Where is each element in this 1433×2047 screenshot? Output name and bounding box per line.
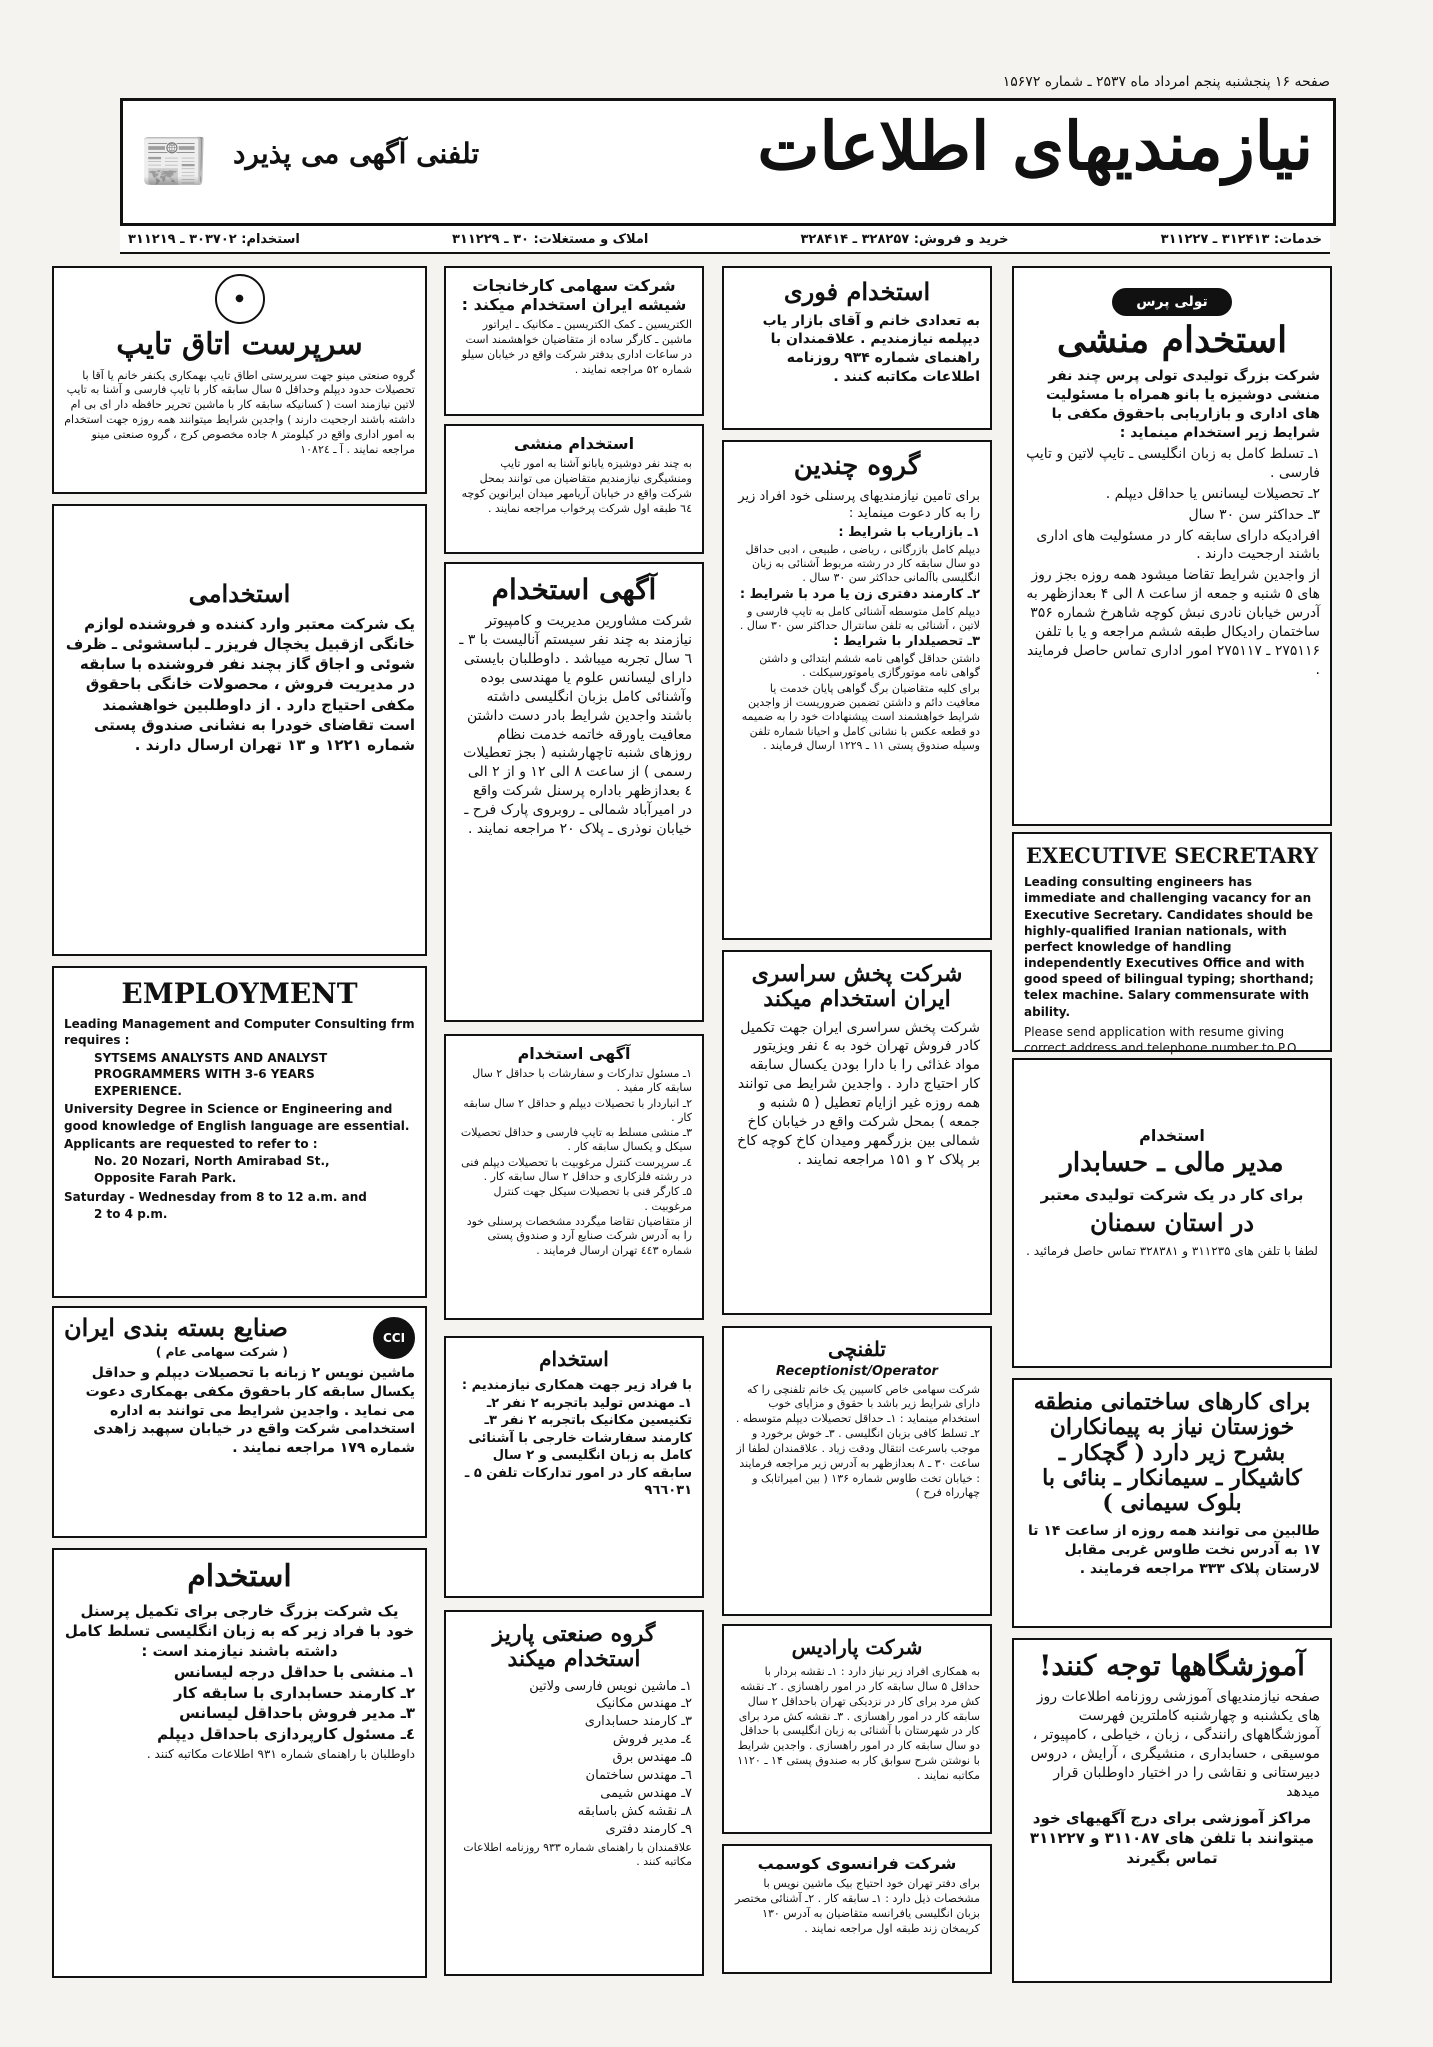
- ad-executive-secretary: EXECUTIVE SECRETARY Leading consulting engineers has immediate and challenging vacancy for an Executive Secretary. Candidates should be highly-qualified Iranian nationals, with perfect knowledge of handling independently Executives Office and with good speed of bilingual typing; shorthand; telex machine. Salary commensurate with ability. Please send application with resume giving correct address and telephone number to P.O.: [1012, 832, 1332, 1052]
- ad-agahi2: آگهی استخدام ۱ـ مسئول تدارکات و سفارشات با حداقل ۲ سال سابقه کار مفید . ۲ـ انباردار با تحصیلات دیپلم و حداقل ۲ سال سابقه کار . ۳ـ منشی مسلط به تایپ فارسی و حداقل تحصیلات سیکل و یکسال سابقه کار . ٤ـ سرپرست کنترل مرغوبیت با تحصیلات دیپلم فنی در رشته فلزکاری و حداقل ۲ سال سابقه کار . ۵ـ کارگر فنی با تحصیلات سیکل جهت کنترل مرغوبیت . از متقاضیان تقاضا میگردد مشخصات پرسنلی خود را به آدرس شرکت صنایع آرد و صندوق پستی شماره ٤٤٣ تهران ارسال فرمایند .: [444, 1034, 704, 1320]
- phone-services: خدمات: ۳۱۲۴۱۳ ـ ۳۱۱۲۲۷: [1160, 231, 1322, 247]
- ad-khuzestan: برای کارهای ساختمانی منطقه خوزستان نیاز به پیمانکاران بشرح زیر دارد ( گچکار ـ کاشیکار ـ سیمانکار ـ بنائی با بلوک سیمانی ) طالبین می توانند همه روزه از ساعت ۱۴ تا ۱۷ به آدرس نخت طاوس غربی مقابل لارستان پلاک ۳۳۳ مراجعه فرمایند .: [1012, 1378, 1332, 1628]
- ad-chandin: گروه چندین برای تامین نیازمندیهای پرسنلی خود افراد زیر را به کار دعوت مینماید : ۱ـ بازاریاب با شرایط : دیپلم کامل بازرگانی ، ریاضی ، طبیعی ، ادبی حداقل دو سال سابقه کار در رشته مربوط آشنائی به زبان انگلیسی باآلمانی حداکثر سن ۳۰ سال . ۲ـ کارمند دفتری زن یا مرد با شرایط : دیپلم کامل متوسطه آشنائی کامل به تایپ فارسی و لاتین ، آشنائی به تلفن سانترال حداکثر سن ۳۰ سال . ۳ـ تحصیلدار با شرایط : داشتن حداقل گواهی نامه ششم ابتدائی و داشتن گواهی نامه موتورگازی یاموتورسیکلت . برای کلیه متقاضیان برگ گواهی پایان خدمت یا معافیت دائم و داشتن تضمین ضروریست از واجدین شرایط خواهشمند است پیشنهادات خود را به ضمیمه دو قطعه عکس با نشانی کامل و احیانا شماره تلفن وسیله صندوق پستی ۱۱ ـ ۱۲۲۹ ارسال فرمایند .: [722, 440, 992, 940]
- ad-sarparast: ● سرپرست اتاق تایپ گروه صنعتی مینو جهت سرپرستی اطاق تایپ بهمکاری یکنفر خانم یا آقا با تحصیلات حدود دیپلم وحداقل ۵ سال سابقه کار با تایپ فارسی و آشنا به تایپ لاتین نیازمند است ( کسانیکه سابقه کار با ماشین تحریر حافظه دار ای بی ام داشته باشند ارجحیت دارند ) واجدین شرایط میتوانند همه روزه جهت استخدام به امور اداری واقع در کیلومتر ۸ جاده مخصوص کرج ، گروه صنعتی مینو مراجعه نمایند . آ ـ ۱۰۸۲٤: [52, 266, 427, 494]
- phone-buy-sell: خرید و فروش: ۳۲۸۲۵۷ ـ ۳۲۸۴۱۴: [800, 231, 1009, 247]
- newspaper-reader-icon: 📰: [139, 129, 209, 194]
- ad-moshaverin: آگهی استخدام شرکت مشاورین مدیریت و کامپیوتر نیازمند به چند نفر سیستم آنالیست با ۳ ـ ٦ سال تجربه میباشد . داوطلبان بایستی دارای لیسانس علوم یا مهندسی بوده وآشنائی کامل بزبان انگلیسی داشته باشند واجدین شرایط بادر دست داشتن معافیت یاورقه خاتمه خدمت نظام روزهای شنبه تاچهارشنبه ( بجز تعطیلات رسمی ) از ساعت ۸ الی ۱۲ و از ۲ الی ٤ بعدازظهر باداره پرسنل شرکت واقع در امیرآباد شمالی ـ روبروی پارک فرح ـ خیابان نوذری ـ پلاک ۲۰ مراجعه نمایند .: [444, 562, 704, 1022]
- masthead: [120, 98, 1336, 226]
- ad-amoozeshgah: آموزشگاهها توجه کنند! صفحه نیازمندیهای آموزشی روزنامه اطلاعات روز های یکشنبه و چهارشنبه کاملترین فهرست آموزشگاههای رانندگی ، زبان ، خیاطی ، کامپیوتر ، موسیقی ، حسابداری ، منشیگری ، آرایش ، دروس دبیرستانی و نقاشی را در اختیار داوطلبان قرار میدهد مراکز آموزشی برای درج آگهیهای خود میتوانند با تلفن های ۳۱۱۰۸۷ و ۳۱۱۲۲۷ تماس بگیرند: [1012, 1638, 1332, 1983]
- ad-sanaye: صنایع بسته بندی ایران ( شرکت سهامی عام ) CCI ماشین نویس ۲ زبانه با تحصیلات دیپلم و حداقل یکسال سابقه کار باحقوق مکفی بهمکاری دعوت می نماید . واجدین شرایط می توانند به اداره استخدامی شرکت واقع در خیابان سپهبد زاهدی شماره ۱۷۹ مراجعه نمایند .: [52, 1306, 427, 1538]
- page-info: صفحه ۱۶ پنجشنبه پنجم امرداد ماه ۲۵۳۷ ـ شماره ۱۵۶۷۲: [1002, 74, 1330, 90]
- ad-title: استخدام منشی: [1056, 319, 1288, 361]
- mino-logo-icon: ●: [215, 274, 265, 324]
- masthead-subtitle: تلفنی آگهی می پذیرد: [233, 137, 480, 170]
- ad-estekhdam-list: استخدام با فراد زیر جهت همکاری نیازمندیم : ۱ـ مهندس تولید باتجربه ۲ نفر ۲ـ تکنیسین مکانیک باتجربه ۲ نفر ۳ـ کارمند سفارشات خارجی با آشنائی کامل به زبان انگلیسی و ۲ سال سابقه کار در امور تدارکات تلفن ۵ ـ ۹٦٦۰۳۱: [444, 1336, 704, 1598]
- ad-telefonchi: تلفنچی Receptionist/Operator شرکت سهامی خاص کاسپین یک خانم تلفنچی را که دارای شرایط زیر باشد با حقوق و مزایای خوب استخدام مینماید : ۱ـ حداقل تحصیلات دیپلم متوسطه . ۲ـ تسلط کافی بزبان انگلیسی . ۳ـ خوش برخورد و موجب باسرعت انتقال ودقت زیاد . علاقمندان لطفا از ساعت ۳۰ ـ ۸ بعدازظهر به آدرس زیر مراجعه فرمایند : خیابان تخت طاوس شماره ۱۳۶ ( بین امیراتابک و چهارراه فرح ): [722, 1326, 992, 1616]
- ad-karkhanejat: شرکت سهامی کارخانجات شیشه ایران استخدام میکند : الکتریسین ـ کمک الکتریسین ـ مکانیک ـ ایراتور ماشین ـ کارگر ساده از متقاضیان خواهشمند است در ساعات اداری بدفتر شرکت واقع در خیابان سیلو شماره ۵۲ مراجعه نمایند .: [444, 266, 704, 416]
- ad-semnan: استخدام مدیر مالی ـ حسابدار برای کار در یک شرکت تولیدی معتبر در استان سمنان لطفا با تلفن های ۳۱۱۲۳۵ و ۳۲۸۳۸۱ تماس حاصل فرمائید .: [1012, 1058, 1332, 1368]
- ad-tolipars: تولی پرس استخدام منشی شرکت بزرگ تولیدی تولی پرس چند نفر منشی دوشیزه یا بانو همراه با مسئولیت های اداری و بازاریابی باحقوق مکفی با شرایط زیر استخدام مینماید : ۱ـ تسلط کامل به زبان انگلیسی ـ تایپ لاتین و تایپ فارسی . ۲ـ تحصیلات لیسانس یا حداقل دیپلم . ۳ـ حداکثر سن ۳۰ سال افرادیکه دارای سابقه کار در مسئولیت های اداری باشند ارجحیت دارند . از واجدین شرایط تقاضا میشود همه روزه بجز روز های ۵ شنبه و جمعه از ساعت ۸ الی ۴ بعدازظهر به آدرس خیابان نادری نبش کوچه شاهرخ شماره ۳۵۶ ساختمان رادیکال طبقه ششم مراجعه و یا با تلفن ۲۷۵۱۱۶ ـ ۲۷۵۱۱۷ امور اداری تماس حاصل فرمایند .: [1012, 266, 1332, 826]
- ad-khareji: استخدام یک شرکت بزرگ خارجی برای تکمیل پرسنل خود با فراد زیر که به زبان انگلیسی تسلط کامل داشته باشند نیازمند است : ۱ـ منشی با حداقل درجه لیسانس ۲ـ کارمند حسابداری با سابقه کار ۳ـ مدیر فروش باحداقل لیسانس ٤ـ مسئول کارپردازی باحداقل دیپلم داوطلبان با راهنمای شماره ۹۳۱ اطلاعات مکاتبه کنند .: [52, 1548, 427, 1978]
- ad-fori: استخدام فوری به تعدادی خانم و آقای بازار یاب دیپلمه نیازمندیم . علاقمندان با راهنمای شماره ۹۳۴ روزنامه اطلاعات مکاتبه کنند .: [722, 266, 992, 430]
- masthead-title: نیازمندیهای اطلاعات: [757, 107, 1313, 185]
- ad-cosmeb: شرکت فرانسوی کوسمب برای دفتر تهران خود احتیاج بیک ماشین نویس با مشخصات ذیل دارد : ۱ـ سابقه کار . ۲ـ آشنائی مختصر بزبان انگلیسی یافرانسه متقاضیان به آدرس ۱۳۰ کریمخان زند طبقه اول مراجعه نمایند .: [722, 1844, 992, 1974]
- ad-pariz: گروه صنعتی پاریز استخدام میکند ۱ـ ماشین نویس فارسی ولاتین ۲ـ مهندس مکانیک ۳ـ کارمند حسابداری ٤ـ مدیر فروش ۵ـ مهندس برق ٦ـ مهندس ساختمان ۷ـ مهندس شیمی ۸ـ نقشه کش باسابقه ۹ـ کارمند دفتری علاقمندان با راهنمای شماره ۹۳۳ روزنامه اطلاعات مکاتبه کنند .: [444, 1610, 704, 1976]
- ad-employment: EMPLOYMENT Leading Management and Computer Consulting frm requires : SYTSEMS ANALYSTS AND ANALYST PROGRAMMERS WITH 3-6 YEARS EXPERIENCE. University Degree in Science or Engineering and good knowledge of English language are essential. Applicants are requested to refer to : No. 20 Nozari, North Amirabad St., Opposite Farah Park. Saturday - Wednesday from 8 to 12 a.m. and 2 to 4 p.m.: [52, 966, 427, 1298]
- phone-employment: استخدام: ۳۰۳۷۰۲ ـ ۳۱۱۲۱۹: [128, 231, 300, 247]
- ad-paradis: شرکت پارادیس به همکاری افراد زیر نیاز دارد : ۱ـ نقشه بردار با حداقل ۵ سال سابقه کار در امور راهسازی . ۲ـ نقشه کش مرد برای کار در نزدیکی تهران باحداقل ۲ سال سابقه کار در امور راهسازی . ۳ـ نقشه کش مرد برای کار در شهرستان با آشنائی به زبان انگلیسی با حداقل دو سال سابقه کار در امور راهسازی . واجدین شرایط با نوشتن شرح سوابق کار به صندوق پستی ۱۴ ـ ۱۱۲۰ مکاتبه نمایند .: [722, 1624, 992, 1834]
- ad-pakhsh: شرکت پخش سراسری ایران استخدام میکند شرکت پخش سراسری ایران جهت تکمیل کادر فروش تهران خود به ٤ نفر ویزیتور مواد غذائی را با دارا بودن یکسال سابقه کار احتیاج دارد . واجدین شرایط می توانند همه روزه غیر ازایام تعطیل ( ۵ شنبه و جمعه ) بمحل شرکت واقع در خیابان کاخ شمالی بین بزرگمهر ومیدان کاخ کوچه کاخ بر پلاک ۲ و ۱۵۱ مراجعه نمایند .: [722, 950, 992, 1315]
- cci-logo-icon: CCI: [373, 1317, 415, 1359]
- tolipars-logo: تولی پرس: [1112, 288, 1232, 316]
- ad-monshi2: استخدام منشی به چند نفر دوشیزه یابانو آشنا به امور تایپ ومنشیگری نیازمندیم متقاضیان می توانند بمحل شرکت واقع در خیابان آریامهر میدان ایرانوین کوچه ٦٤ طبقه اول شرکت پرخواب مراجعه نمایند .: [444, 424, 704, 554]
- phone-realestate: املاک و مستغلات: ۳۰ ـ ۳۱۱۲۲۹: [451, 231, 649, 247]
- ad-estekhdami: استخدامی یک شرکت معتبر وارد کننده و فروشنده لوازم خانگی ازقبیل یخچال فریزر ـ لباسشوئی ـ ظرف شوئی و اجاق گاز بچند نفر فروشنده با سابقه در مدیریت فروش ، محصولات خانگی باحقوق مکفی احتیاج دارد . از داوطلبین خواهشمند است تقاضای خودرا به نشانی صندوق پستی شماره ۱۲۲۱ و ۱۳ تهران ارسال دارند .: [52, 504, 427, 956]
- phone-bar: [120, 224, 1330, 254]
